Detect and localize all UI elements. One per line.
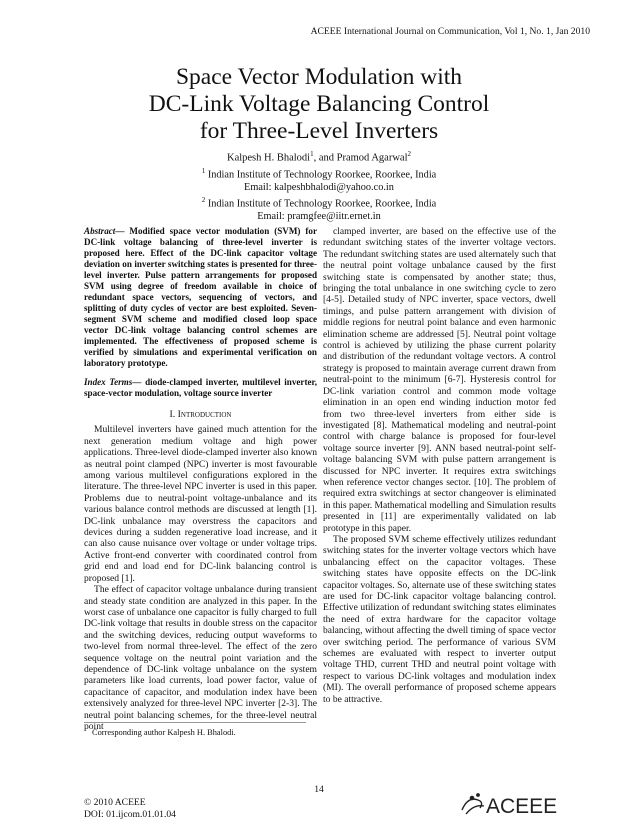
doi: DOI: 01.ijcom.01.01.04 bbox=[84, 809, 176, 820]
intro-paragraph-1: Multilevel inverters have gained much attention for the next generation medium voltage and high power applications. Three-level diode-clamped inverter also known as neutral point clamped (NPC) inverter is most favourable among various multilevel configurations explored in the literature. The three-level NPC inverter is used in this paper. Problems due to neutral-point voltage-unbalance and its various balance control methods are discussed at length [1]. DC-link unbalance may overstress the capacitors and devices during a sudden regenerative load increase, and it can also cause nuisance over voltage or under voltage trips. Active front-end converter with coordinated control from grid end and load end for DC-link balancing control is proposed [1]. bbox=[84, 424, 317, 584]
affiliation-1 bbox=[60, 165, 578, 182]
author-1: Kalpesh H. Bhalodi bbox=[226, 152, 311, 164]
footnote: Corresponding author Kalpesh H. Bhalodi. bbox=[92, 728, 236, 737]
section-heading: I. Introduction bbox=[169, 409, 232, 420]
index-terms bbox=[84, 377, 317, 399]
affiliation-2 bbox=[60, 194, 578, 211]
email-1: Email: kalpeshbhalodi@yahoo.co.in bbox=[244, 181, 394, 193]
title-line-3: for Three-Level Inverters bbox=[199, 118, 439, 144]
author-names bbox=[60, 148, 578, 165]
copyright-block bbox=[84, 797, 176, 821]
abstract-text: Modified space vector modulation (SVM) for DC-link voltage balancing of three-level inverter is proposed here. Effect of the DC-link capacitor voltage deviation on inverter switching states is presented for three-level inverter. Pulse pattern arrangements for proposed SVM using degree of freedom available in choice of redundant space vectors, sequencing of vectors, and splitting of duty cycles of vector are best exploited. Seven-segment SVM scheme and modified closed loop space vector DC-link voltage balancing control schemes are implemented. The effectiveness of proposed scheme is verified by simulations and experimental verification on laboratory prototype. bbox=[84, 226, 317, 368]
title-line-1: Space Vector Modulation with bbox=[175, 64, 463, 90]
right-paragraph-2: The proposed SVM scheme effectively utilizes redundant switching states for the inverter voltage vectors which have unbalancing effect on the capacitor voltages. These switching states have opposite effects on the DC-link capacitor voltages. So, alternate use of these switching states are used for DC-link capacitor voltage balancing control. Effective utilization of redundant switching states eliminates the need of extra hardware for the capacitor voltage balancing, without affecting the dwell timing of space vector over switching period. The performance of various SVM schemes are evaluated with respect to inverter output voltage THD, current THD and neutral point voltage with respect to various DC-link voltages and modulation index (MI). The overall performance of proposed scheme appears to be attractive. bbox=[323, 533, 556, 705]
index-terms-dash: — bbox=[132, 377, 146, 387]
aceee-logo bbox=[458, 790, 568, 820]
right-column bbox=[323, 226, 556, 705]
copyright: © 2010 ACEEE bbox=[84, 797, 146, 808]
logo-swirl-icon bbox=[462, 794, 484, 814]
affiliation-2-sup: 2 bbox=[201, 196, 206, 205]
index-terms-label: Index Terms bbox=[84, 377, 133, 387]
email-2: Email: pramgfee@iitr.ernet.in bbox=[257, 211, 381, 223]
abstract-label: Abstract bbox=[84, 226, 116, 236]
affiliation-1-sup: 1 bbox=[201, 167, 206, 175]
page-number: 14 bbox=[314, 784, 324, 795]
left-column bbox=[84, 226, 317, 732]
author-block bbox=[60, 148, 578, 224]
intro-paragraph-2: The effect of capacitor voltage unbalance during transient and steady state condition are analyzed in this paper. In the worst case of unbalance one capacitor is fully charged to full DC-link voltage that results in double stress on the capacitor and the switching devices, reducing output waveforms to two-level from normal three-level. The effect of the zero sequence voltage on the neutral point variation and the dependence of DC-link voltage unbalance on the system parameters like load currents, load power factor, value of capacitance of capacitor, and modulation index have been extensively analyzed for three-level NPC inverter [2-3]. The neutral point balancing schemes, for the three-level neutral point bbox=[84, 584, 317, 732]
index-terms-text: diode-clamped inverter, multilevel inverter, space-vector modulation, voltage source inverter bbox=[84, 377, 317, 398]
running-header: ACEEE International Journal on Communication, Vol 1, No. 1, Jan 2010 bbox=[310, 26, 590, 37]
author-joiner: , and Pramod Agarwal bbox=[313, 152, 408, 164]
paper-title bbox=[60, 64, 578, 145]
title-line-2: DC-Link Voltage Balancing Control bbox=[148, 91, 490, 117]
abstract bbox=[84, 226, 317, 369]
affiliation-2-text: Indian Institute of Technology Roorkee, Roorkee, India bbox=[205, 198, 437, 210]
author-2-sup: 2 bbox=[407, 150, 412, 158]
logo-text: ACEEE bbox=[486, 795, 558, 818]
author-1-sup: 1 bbox=[310, 150, 314, 158]
right-paragraph-1: clamped inverter, are based on the effective use of the redundant switching states of the inverter voltage vectors. The redundant switching states are used alternately such that the neutral point voltage unbalance caused by the first switching state is compensated by another state; thus, bringing the total unbalance in one switching cycle to zero [4-5]. Detailed study of NPC inverter, space vectors, dwell timings, and pulse pattern arrangement with division of middle regions for neutral point balance and even harmonic elimination scheme are addressed [5]. Neutral point voltage control is achieved by utilizing the phase current polarity and distribution of the redundant voltage vectors. A control strategy is proposed to maintain average current drawn from neutral-point to the minimum [6-7]. Hysteresis control for DC-link variation control and common mode voltage elimination in an open end winding induction motor fed from two three-level inverters from either side is investigated [8]. Mathematical modeling and neutral-point control with charge balance is proposed for four-level voltage source inverter [9]. ANN based neutral-point self-voltage balancing SVM with pulse pattern arrangement is discussed for NPC inverter. It requires extra switchings when reference vector changes sector. [10]. The problem of required extra switchings at sector changeover is eliminated in this paper. Mathematical modelling and Simulation results presented in [11] are experimentally validated on lab prototype in this paper. bbox=[323, 226, 556, 534]
abstract-dash: — bbox=[115, 226, 130, 236]
affiliation-1-text: Indian Institute of Technology Roorkee, Roorkee, India bbox=[205, 169, 437, 181]
footnote-rule bbox=[84, 722, 306, 723]
